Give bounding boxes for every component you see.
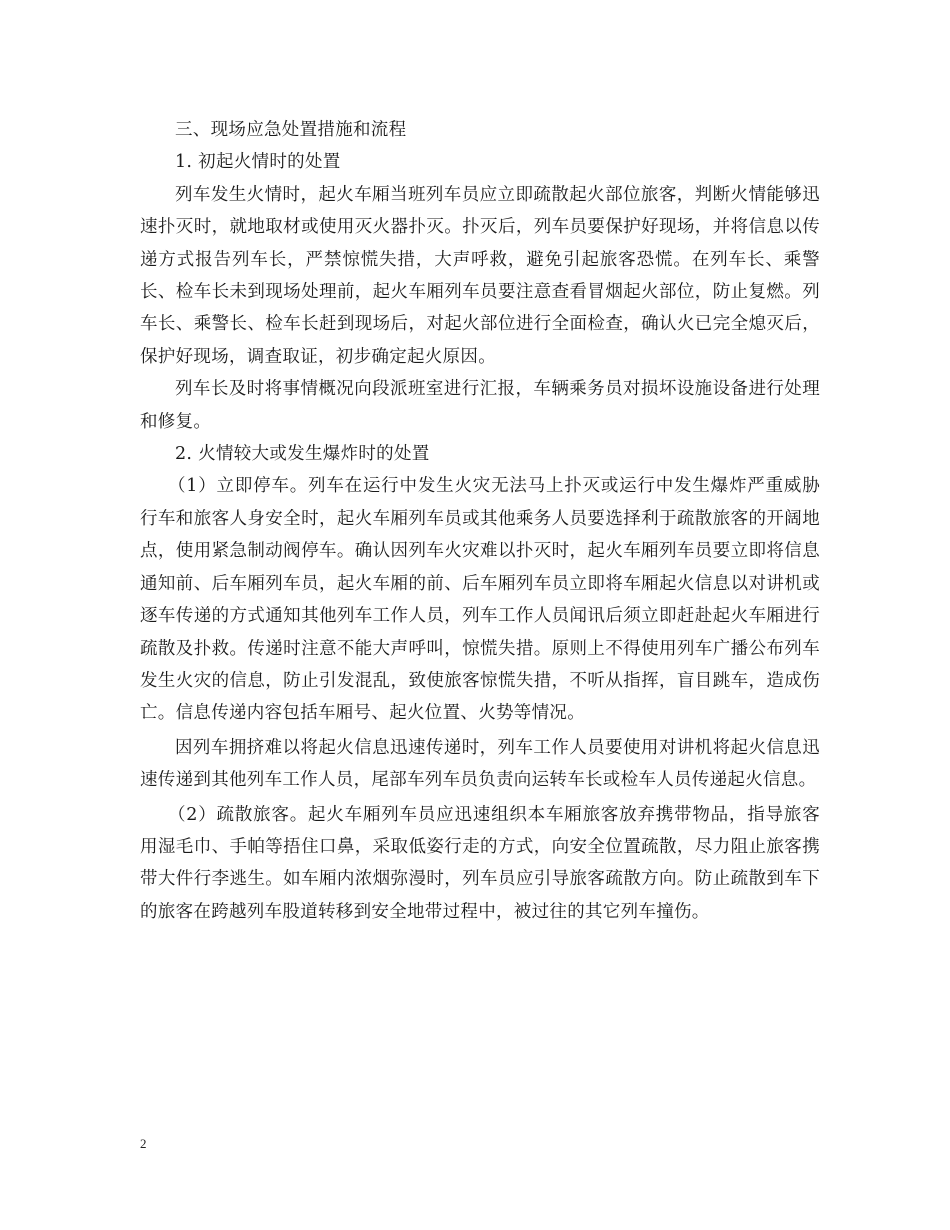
page-number: 2 [140,1136,147,1151]
subsection-heading-1: 1. 初起火情时的处置 [175,152,341,173]
paragraph-evacuate: （2）疏散旅客。起火车厢列车员应迅速组织本车厢旅客放弃携带物品，指导旅客用湿毛巾、手帕等捂住口鼻，采取低姿行走的方式，向安全位置疏散，尽力阻止旅客携带大件行李逃生。如车厢内浓烟弥漫时，列车员应引导旅客疏散方向。防止疏散到车下的旅客在跨越列车股道转移到安全地带过程中，被过往的其它列车撞伤。 [140,804,820,922]
paragraph-stop-train: （1）立即停车。列车在运行中发生火灾无法马上扑灭或运行中发生爆炸严重威胁行车和旅客人身安全时，起火车厢列车员或其他乘务人员要选择利于疏散旅客的开阔地点，使用紧急制动阀停车。确认因列车火灾难以扑灭时，起火车厢列车员要立即将信息通知前、后车厢列车员，起火车厢的前、后车厢列车员立即将车厢起火信息以对讲机或逐车传递的方式通知其他列车工作人员，列车工作人员闻讯后须立即赶赴起火车厢进行疏散及扑救。传递时注意不能大声呼叫，惊慌失措。原则上不得使用列车广播公布列车发生火灾的信息，防止引发混乱，致使旅客惊慌失措，不听从指挥，盲目跳车，造成伤亡。信息传递内容包括车厢号、起火位置、火势等情况。 [140,476,820,724]
paragraph-initial-fire: 列车发生火情时，起火车厢当班列车员应立即疏散起火部位旅客，判断火情能够迅速扑灭时，就地取材或使用灭火器扑灭。扑灭后，列车员要保护好现场，并将信息以传递方式报告列车长，严禁惊慌失措，大声呼救，避免引起旅客恐慌。在列车长、乘警长、检车长未到现场处理前，起火车厢列车员要注意查看冒烟起火部位，防止复燃。列车长、乘警长、检车长赶到现场后，对起火部位进行全面检查，确认火已完全熄灭后，保护好现场，调查取证，初步确定起火原因。 [140,184,820,367]
section-heading: 三、现场应急处置措施和流程 [175,120,407,140]
paragraph-crowded-train: 因列车拥挤难以将起火信息迅速传递时，列车工作人员要使用对讲机将起火信息迅速传递到其他列车工作人员，尾部车列车员负责向运转车长或检车人员传递起火信息。 [140,737,820,791]
document-body [140,114,820,928]
subsection-heading-2: 2. 火情较大或发生爆炸时的处置 [175,444,430,465]
paragraph-report: 列车长及时将事情概况向段派班室进行汇报，车辆乘务员对损坏设施设备进行处理和修复。 [140,379,820,432]
